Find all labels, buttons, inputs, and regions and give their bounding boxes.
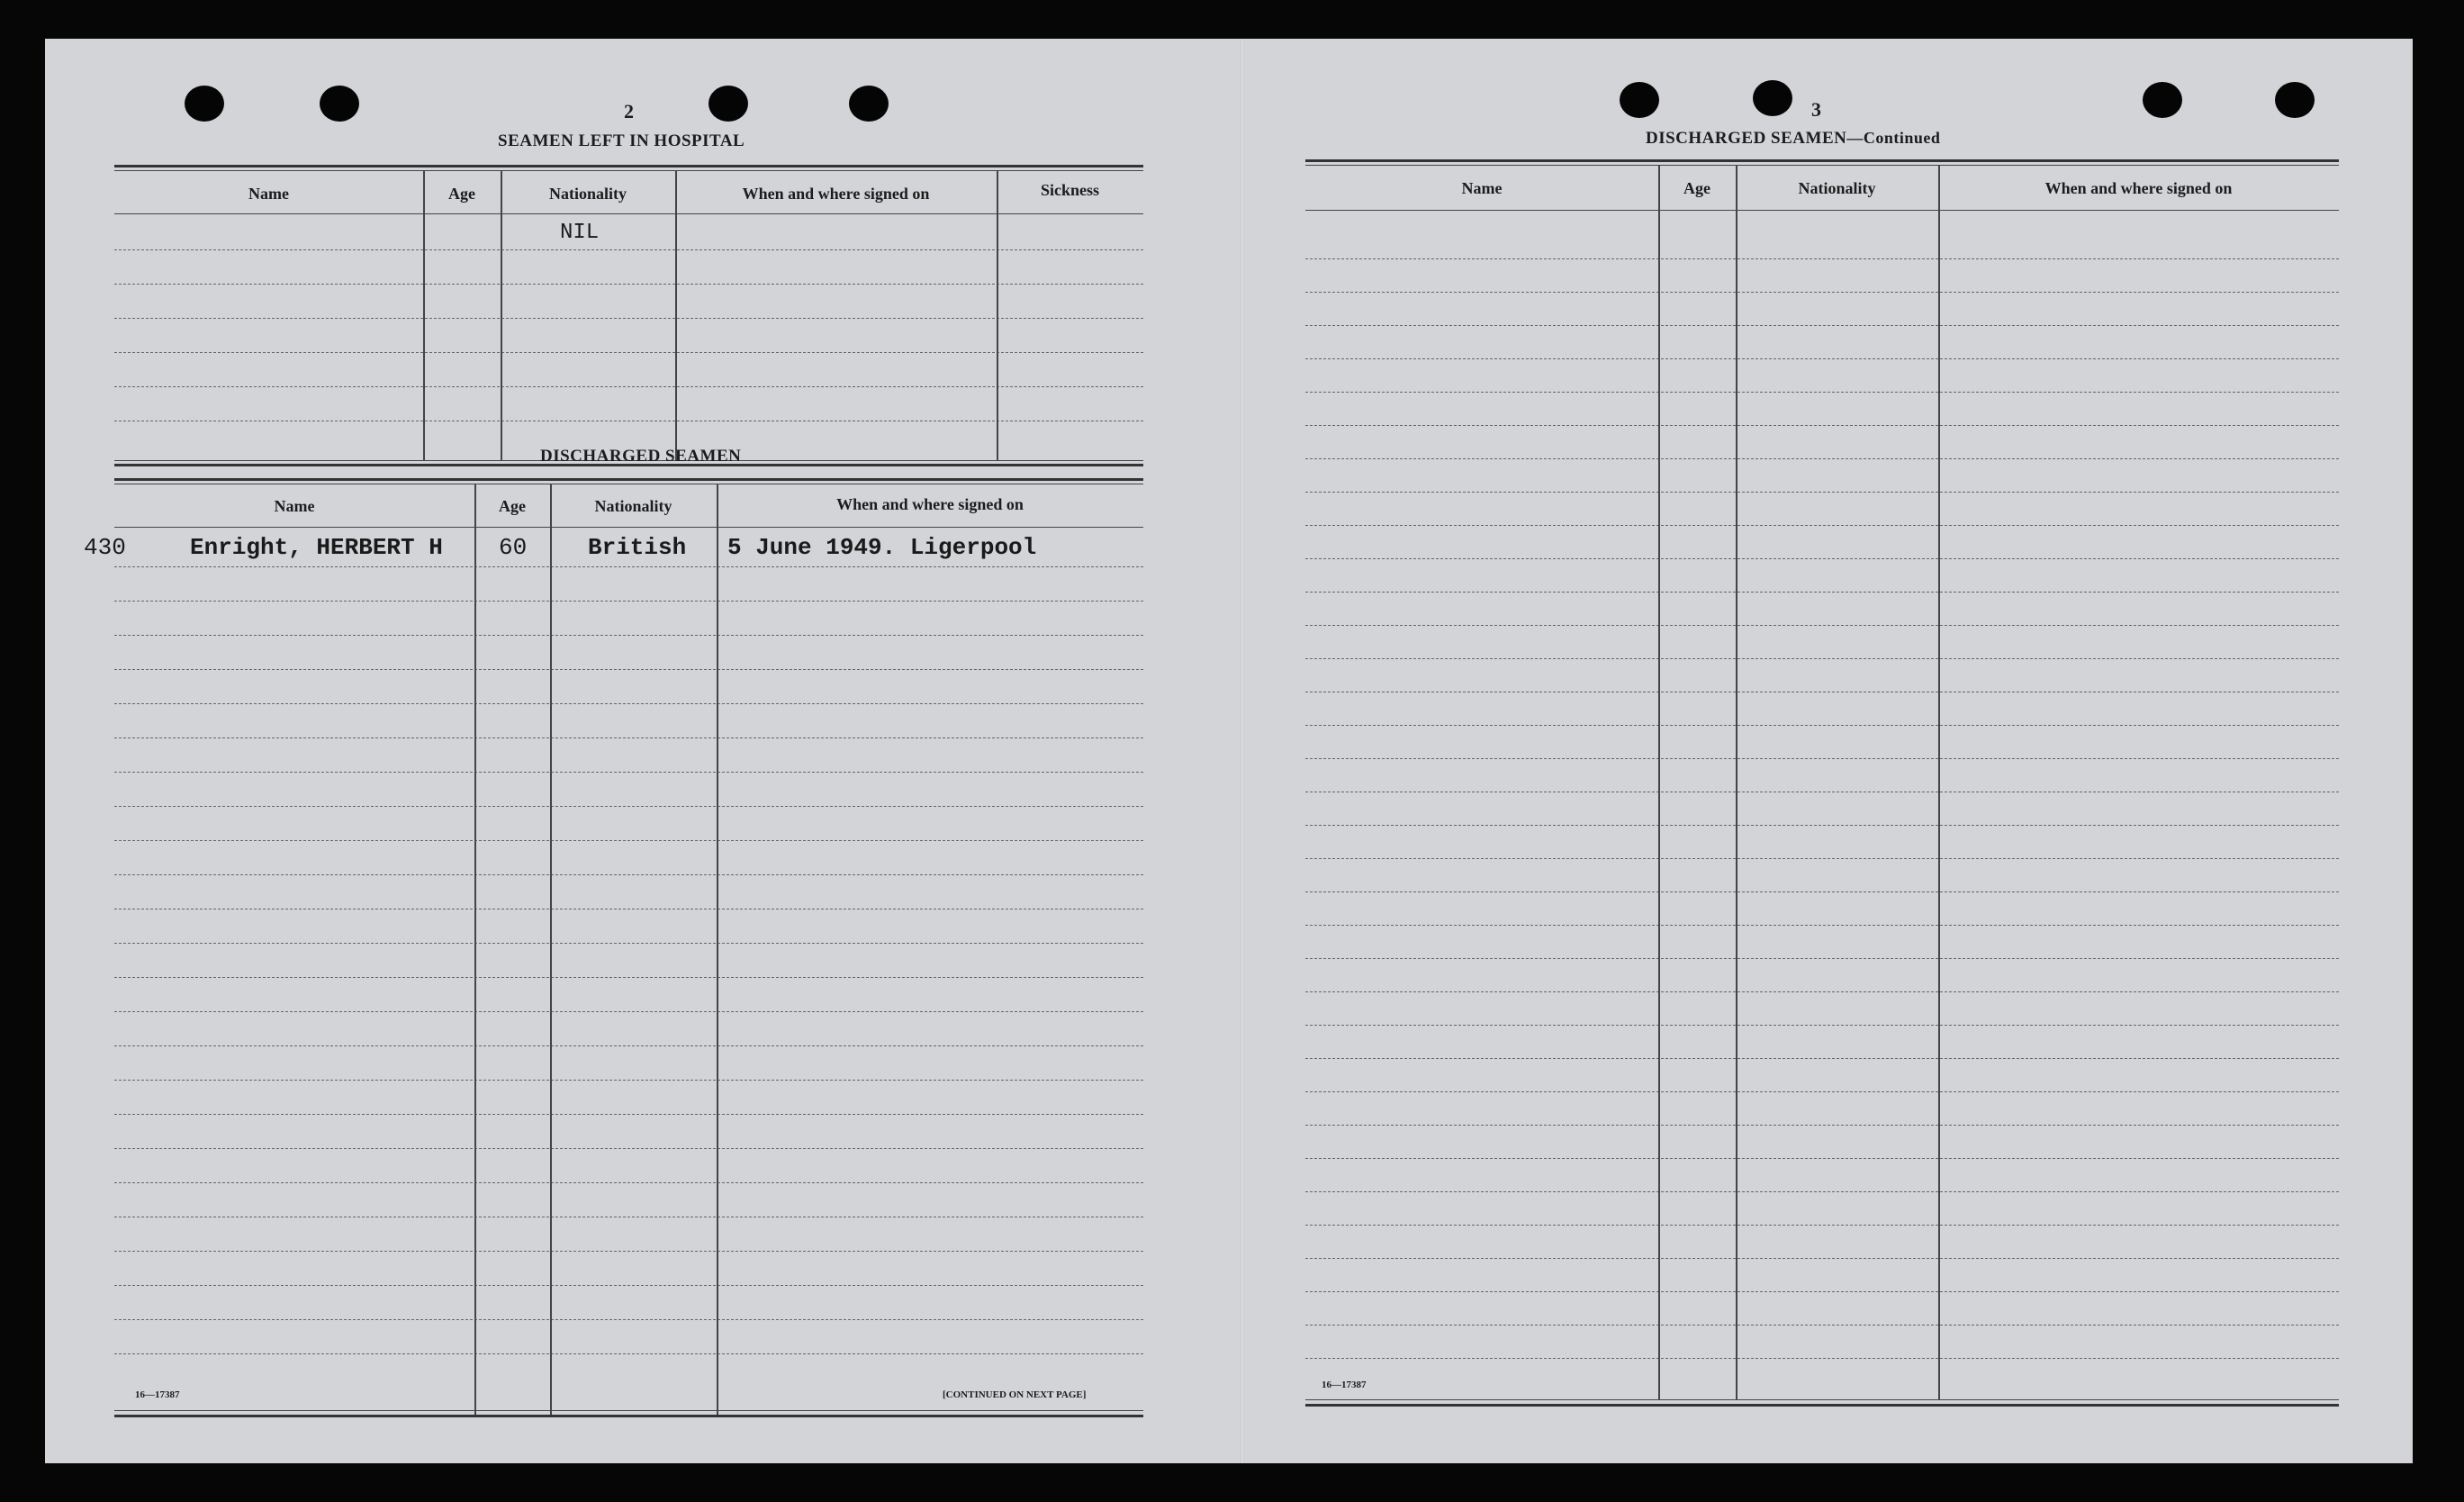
punch-hole (2143, 82, 2182, 118)
discharged-continued-title: DISCHARGED SEAMEN—Continued (1646, 129, 1941, 148)
form-number: 16—17387 (135, 1389, 180, 1400)
col-header-nationality: Nationality (548, 185, 627, 203)
entry-age: 60 (499, 534, 528, 561)
col-header-signed-on: When and where signed on (742, 185, 930, 203)
entry-name: Enright, HERBERT H (190, 534, 443, 561)
col-header-age: Age (499, 497, 526, 515)
hospital-nationality-value: NIL (560, 221, 600, 245)
punch-hole (1620, 82, 1659, 118)
left-page (45, 39, 1242, 1463)
entry-signed-on: 5 June 1949. Ligerpool (727, 534, 1037, 561)
hospital-table (114, 165, 1143, 467)
punch-hole (185, 86, 224, 122)
discharged-continued-table (1305, 159, 2339, 1415)
page-number: 3 (1811, 98, 1821, 121)
right-page (1242, 39, 2413, 1463)
entry-nationality: British (588, 534, 687, 561)
continued-note: [CONTINUED ON NEXT PAGE] (943, 1389, 1087, 1400)
col-header-name: Name (1461, 179, 1503, 197)
col-header-age: Age (1683, 179, 1710, 197)
punch-hole (709, 86, 748, 122)
page-number: 2 (624, 100, 634, 122)
hospital-title: SEAMEN LEFT IN HOSPITAL (498, 131, 745, 150)
document-paper (45, 39, 2413, 1463)
col-header-name: Name (248, 185, 289, 203)
punch-hole (1753, 80, 1792, 116)
col-header-name: Name (274, 497, 315, 515)
col-header-nationality: Nationality (1798, 179, 1876, 197)
col-header-signed-on: When and where signed on (2044, 179, 2233, 197)
form-number: 16—17387 (1322, 1380, 1367, 1390)
punch-hole (2275, 82, 2315, 118)
col-header-signed-on: When and where signed on (836, 495, 1024, 513)
col-header-nationality: Nationality (594, 497, 672, 515)
discharged-title: DISCHARGED SEAMEN (540, 447, 742, 466)
punch-hole (320, 86, 359, 122)
discharged-table (84, 478, 1143, 1424)
punch-hole (849, 86, 889, 122)
col-header-age: Age (448, 185, 475, 203)
col-header-sickness: Sickness (1040, 181, 1100, 199)
entry-number: 430 (84, 534, 126, 561)
